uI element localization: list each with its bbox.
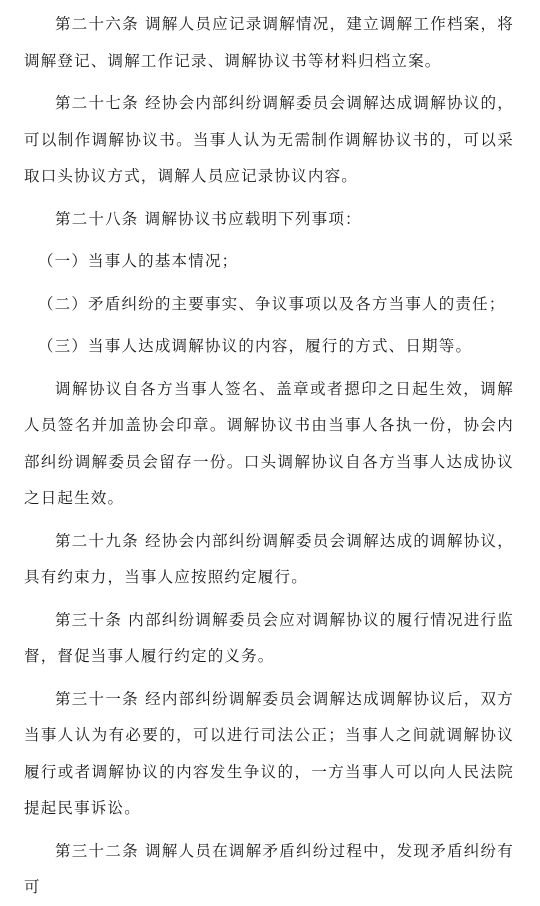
article-30-paragraph: 第三十条 内部纠纷调解委员会应对调解协议的履行情况进行监督，督促当事人履行约定的义务。 [24,610,514,665]
article-27-paragraph: 第二十七条 经协会内部纠纷调解委员会调解达成调解协议的，可以制作调解协议书。当事人认为无需制作调解协议书的，可以采取口头协议方式，调解人员应记录协议内容。 [24,94,514,185]
article-28-item-1: （一）当事人的基本情况； [37,252,239,270]
agreement-effect-paragraph: 调解协议自各方当事人签名、盖章或者摁印之日起生效，调解人员签名并加盖协会印章。调解协议书由当事人各执一份，协会内部纠纷调解委员会留存一份。口头调解协议自各方当事人达成协议之日起生效。 [24,379,514,507]
article-28-item-2: （二）矛盾纠纷的主要事实、争议事项以及各方当事人的责任； [37,294,506,313]
article-32-paragraph: 第三十二条 调解人员在调解矛盾纠纷过程中，发现矛盾纠纷有可 [24,841,514,896]
article-28-item-3: （三）当事人达成调解协议的内容，履行的方式、日期等。 [37,337,473,355]
article-28-paragraph: 第二十八条 调解协议书应载明下列事项： [55,209,362,228]
article-31-paragraph: 第三十一条 经内部纠纷调解委员会调解达成调解协议后，双方当事人认为有必要的，可以进行司法公正；当事人之间就调解协议履行或者调解协议的内容发生争议的，一方当事人可以向人民法院提起民事诉讼。 [24,689,514,817]
article-26-paragraph: 第二十六条 调解人员应记录调解情况，建立调解工作档案，将调解登记、调解工作记录、调解协议书等材料归档立案。 [24,15,514,70]
article-29-paragraph: 第二十九条 经协会内部纠纷调解委员会调解达成的调解协议，具有约束力，当事人应按照约定履行。 [24,531,514,586]
